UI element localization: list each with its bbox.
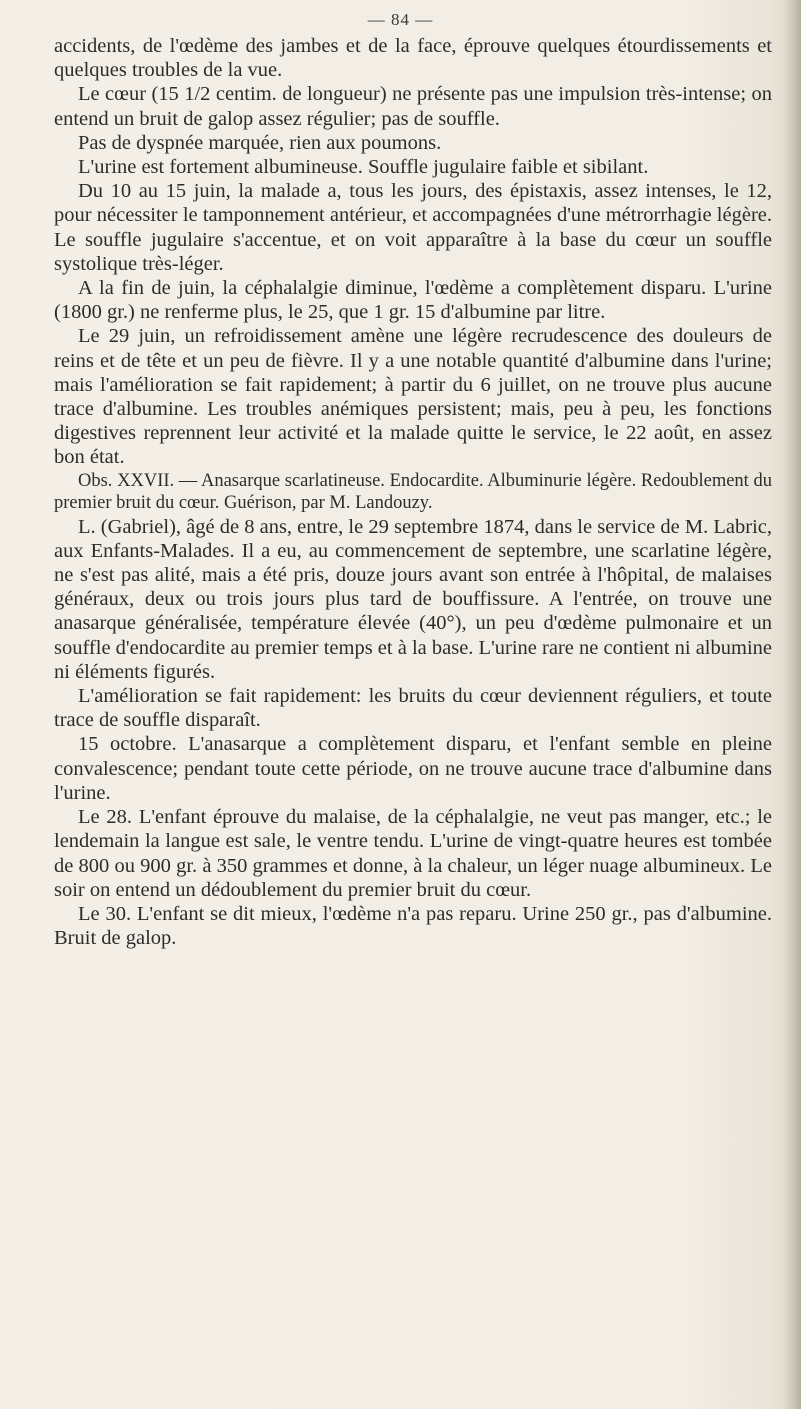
paragraph: L'urine est fortement albumineuse. Souffle jugulaire faible et sibilant. [78,156,649,179]
paragraph: Le 30. L'enfant se dit mieux, l'œdème n'a pas reparu. Urine 250 gr., pas d'albumine. Bruit de galop. [54,902,772,950]
paragraph: accidents, de l'œdème des jambes et de la face, éprouve quelques étourdissements et quelques troubles de la vue. [54,35,772,82]
paragraph: L'amélioration se fait rapidement: les bruits du cœur deviennent réguliers, et toute trace de souffle disparaît. [54,685,772,732]
paragraph: Pas de dyspnée marquée, rien aux poumons. [78,131,442,154]
page-edge-shadow [783,0,801,1409]
paragraph: Le 29 juin, un refroidissement amène une légère recrudescence des douleurs de reins et de tête et un peu de fièvre. Il y a une notable quantité d'albumine dans l'urine; mais l'amélioration se fait rapidement; à partir du 6 juillet, on ne trouve plus aucune trace d'albumine. Les troubles anémiques persistent; mais, peu à peu, les fonctions digestives reprennent leur activité et la malade quitte le service, le 22 août, en assez bon état. [54,325,772,469]
paragraph: Du 10 au 15 juin, la malade a, tous les jours, des épistaxis, assez intenses, le 12, pour nécessiter le tamponnement antérieur, et accompagnées d'une métrorrhagie légère. Le souffle jugulaire s'accentue, et on voit apparaître à la base du cœur un souffle systolique très-léger. [54,180,772,275]
paragraph: A la fin de juin, la céphalalgie diminue, l'œdème a complètement disparu. L'urine (1800 gr.) ne renferme plus, le 25, que 1 gr. 15 d'albumine par litre. [54,277,772,324]
paragraph: Le 28. L'enfant éprouve du malaise, de la céphalalgie, ne veut pas manger, etc.; le lendemain la langue est sale, le ventre tendu. L'urine de vingt-quatre heures est tombée de 800 ou 900 gr. à 350 grammes et donne, à la chaleur, un léger nuage albumineux. Le soir on entend un dédoublement du premier bruit du cœur. [54,806,772,901]
paragraph: Le cœur (15 1/2 centim. de longueur) ne présente pas une impulsion très-intense; on entend un bruit de galop assez régulier; pas de souffle. [54,83,772,130]
page-body [54,34,772,950]
paragraph: L. (Gabriel), âgé de 8 ans, entre, le 29 septembre 1874, dans le service de M. Labric, aux Enfants-Malades. Il a eu, au commencement de septembre, une scarlatine légère, ne s'est pas alité, mais a été pris, douze jours avant son entrée à l'hôpital, de malaises généraux, deux ou trois jours plus tard de bouffissure. A l'entrée, on trouve une anasarque généralisée, température élevée (40°), un peu d'œdème pulmonaire et un souffle d'endocardite au premier temps et à la base. L'urine rare ne contient ni albumine ni éléments figurés. [54,515,772,683]
observation-heading: Obs. XXVII. — Anasarque scarlatineuse. Endocardite. Albuminurie légère. Redoublement du premier bruit du cœur. Guérison, par M. Landouzy. [54,470,772,514]
page-number: — 84 — [367,10,434,29]
paragraph: 15 octobre. L'anasarque a complètement disparu, et l'enfant semble en pleine convalescence; pendant toute cette période, on ne trouve aucune trace d'albumine dans l'urine. [54,733,772,804]
